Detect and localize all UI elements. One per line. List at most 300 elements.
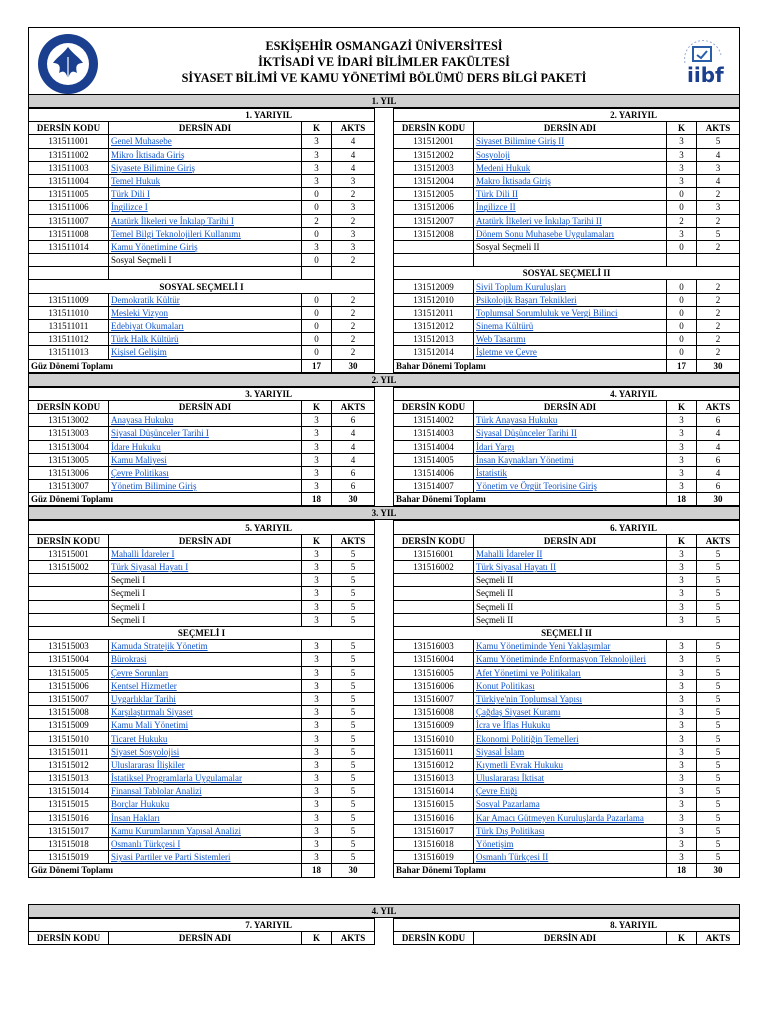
course-credit: 3 (666, 574, 696, 587)
course-link[interactable]: Medeni Hukuk (475, 162, 531, 173)
column-header-code: DERSİN KODU (393, 122, 473, 135)
column-header-akts: AKTS (696, 931, 739, 944)
course-link[interactable]: İnsan Kaynakları Yönetimi (475, 454, 574, 465)
course-row (393, 758, 739, 771)
course-link[interactable]: İcra ve İflas Hukuku (475, 720, 551, 731)
course-akts: 3 (332, 201, 375, 214)
total-label: Bahar Dönemi Toplamı (393, 864, 666, 877)
course-link[interactable]: Atatürk İlkeleri ve İnkılap Tarihi I (111, 215, 234, 226)
course-code: 131514007 (393, 480, 473, 493)
course-akts: 4 (332, 440, 375, 453)
course-name[interactable] (473, 851, 666, 864)
course-row (393, 600, 739, 613)
course-link[interactable]: Türk Dili II (475, 189, 518, 200)
course-code: 131512008 (393, 227, 473, 240)
semester-table (393, 108, 740, 373)
course-credit: 3 (302, 600, 332, 613)
course-link[interactable]: Kamu Yönetimine Giriş (111, 241, 198, 252)
course-name[interactable] (473, 174, 666, 187)
course-akts: 4 (332, 161, 375, 174)
course-credit: 3 (302, 824, 332, 837)
course-code: 131515006 (29, 679, 109, 692)
course-akts: 5 (696, 640, 739, 653)
course-code: 131516016 (393, 811, 473, 824)
course-name[interactable] (109, 719, 302, 732)
course-name[interactable] (109, 306, 302, 319)
course-credit: 3 (302, 587, 332, 600)
course-akts: 2 (332, 188, 375, 201)
course-akts: 5 (332, 547, 375, 560)
course-row (29, 837, 375, 850)
course-link[interactable]: Kamu Yönetiminde Enformasyon Teknolojileri (475, 654, 647, 665)
course-name[interactable] (473, 837, 666, 850)
course-link[interactable]: Siyasal İslam (475, 746, 525, 757)
course-row (29, 148, 375, 161)
course-credit: 3 (666, 851, 696, 864)
course-name[interactable] (109, 547, 302, 560)
course-name: Seçmeli I (109, 587, 302, 600)
course-name[interactable] (109, 135, 302, 148)
faculty-logo (675, 33, 729, 89)
course-code: 131512001 (393, 135, 473, 148)
course-akts: 2 (696, 188, 739, 201)
course-code: 131515004 (29, 653, 109, 666)
total-label: Güz Dönemi Toplamı (29, 493, 302, 506)
course-akts: 5 (332, 587, 375, 600)
course-credit: 3 (666, 561, 696, 574)
course-link[interactable]: İdari Yargı (475, 441, 515, 452)
course-akts: 2 (332, 214, 375, 227)
course-credit: 0 (666, 320, 696, 333)
column-header-akts: AKTS (332, 931, 375, 944)
course-name[interactable] (109, 692, 302, 705)
course-link[interactable]: Konut Politikası (475, 680, 535, 691)
semester-total-row (393, 359, 739, 372)
column-header-akts: AKTS (696, 400, 739, 413)
course-link[interactable]: Psikolojik Başarı Teknikleri (475, 294, 577, 305)
course-name[interactable] (473, 653, 666, 666)
course-credit: 3 (666, 666, 696, 679)
course-link[interactable]: Siyasal Düşünceler Tarihi II (475, 428, 577, 439)
course-name[interactable] (109, 561, 302, 574)
course-name[interactable] (109, 240, 302, 253)
course-link[interactable]: Edebiyat Okumaları (111, 321, 184, 332)
course-name[interactable] (109, 148, 302, 161)
course-link[interactable]: İşletme ve Çevre (475, 347, 537, 358)
course-credit: 3 (302, 414, 332, 427)
course-name[interactable] (109, 440, 302, 453)
course-code: 131516003 (393, 640, 473, 653)
course-link[interactable]: Bürokrasi (111, 654, 147, 665)
course-name[interactable] (473, 161, 666, 174)
course-link[interactable]: Çevre Politikası (111, 467, 169, 478)
course-name[interactable] (473, 293, 666, 306)
course-row (29, 785, 375, 798)
course-name[interactable] (473, 692, 666, 705)
course-credit: 3 (666, 613, 696, 626)
course-name[interactable] (473, 811, 666, 824)
course-name[interactable] (109, 201, 302, 214)
course-name[interactable] (109, 837, 302, 850)
course-code (393, 574, 473, 587)
course-link[interactable]: Mikro İktisada Giriş (111, 149, 185, 160)
total-label: Güz Dönemi Toplamı (29, 864, 302, 877)
course-link[interactable]: Kar Amacı Gütmeyen Kuruluşlarda Pazarlama (475, 812, 644, 823)
course-name[interactable] (109, 466, 302, 479)
course-name[interactable] (109, 653, 302, 666)
course-row (29, 613, 375, 626)
course-akts: 5 (696, 851, 739, 864)
course-link[interactable]: Kentsel Hizmetler (111, 680, 177, 691)
course-link[interactable]: Kıymetli Evrak Hukuku (475, 759, 563, 770)
course-name[interactable] (109, 188, 302, 201)
course-name[interactable] (473, 320, 666, 333)
course-akts: 5 (332, 785, 375, 798)
course-link[interactable]: Kamu Maliyesi (111, 454, 167, 465)
course-name[interactable] (473, 824, 666, 837)
elective-title-row (393, 626, 739, 639)
course-name[interactable] (473, 732, 666, 745)
course-link[interactable]: Kamu Yönetiminde Yeni Yaklaşımlar (475, 641, 611, 652)
course-name[interactable] (473, 227, 666, 240)
course-name[interactable] (473, 547, 666, 560)
course-link[interactable]: Karşılaştırmalı Siyaset (111, 707, 193, 718)
column-header-k: K (666, 400, 696, 413)
year-columns (28, 520, 740, 877)
course-link[interactable]: Afet Yönetimi ve Politikaları (475, 667, 581, 678)
course-name[interactable] (473, 640, 666, 653)
course-link[interactable]: Osmanlı Türkçesi II (475, 852, 549, 863)
course-name[interactable] (109, 745, 302, 758)
course-name[interactable] (109, 414, 302, 427)
course-row (29, 745, 375, 758)
course-link[interactable]: Atatürk İlkeleri ve İnkılap Tarihi II (475, 215, 602, 226)
course-link[interactable]: Mesleki Vizyon (111, 307, 169, 318)
course-link[interactable]: Siyaset Bilimine Giriş II (475, 136, 565, 147)
course-name[interactable] (109, 320, 302, 333)
course-link[interactable]: İngilizce I (111, 202, 148, 213)
course-link[interactable]: Finansal Tablolar Analizi (111, 786, 202, 797)
course-name[interactable] (109, 214, 302, 227)
course-name[interactable] (473, 758, 666, 771)
course-link[interactable]: Çevre Etiği (475, 786, 518, 797)
semester-title: 2. YARIYIL (393, 109, 739, 122)
semester-table (28, 520, 375, 877)
total-akts: 30 (696, 493, 739, 506)
course-code: 131513007 (29, 480, 109, 493)
course-link[interactable]: İngilizce II (475, 202, 516, 213)
course-name[interactable] (473, 414, 666, 427)
course-akts: 6 (696, 480, 739, 493)
course-credit: 0 (302, 320, 332, 333)
course-row (29, 772, 375, 785)
course-credit: 3 (666, 758, 696, 771)
column-header-code: DERSİN KODU (393, 400, 473, 413)
document-page (28, 27, 740, 945)
course-akts: 2 (696, 346, 739, 359)
course-link[interactable]: Toplumsal Sorumluluk ve Vergi Bilinci (475, 307, 618, 318)
course-akts: 5 (696, 798, 739, 811)
course-code: 131511013 (29, 346, 109, 359)
course-link[interactable]: Türk Dış Politikası (475, 825, 545, 836)
course-code: 131515009 (29, 719, 109, 732)
course-credit: 3 (302, 666, 332, 679)
course-code: 131513005 (29, 453, 109, 466)
course-credit: 3 (666, 640, 696, 653)
total-credit: 18 (666, 493, 696, 506)
course-name[interactable] (473, 333, 666, 346)
course-row (29, 320, 375, 333)
course-akts: 4 (696, 148, 739, 161)
course-akts: 5 (696, 837, 739, 850)
column-header-k: K (666, 931, 696, 944)
course-akts: 3 (332, 227, 375, 240)
course-name[interactable] (473, 280, 666, 293)
course-akts: 5 (332, 653, 375, 666)
course-name[interactable] (473, 798, 666, 811)
semester-total-row (29, 359, 375, 372)
course-credit: 3 (666, 227, 696, 240)
course-row (393, 188, 739, 201)
course-name[interactable] (109, 640, 302, 653)
course-name[interactable] (109, 785, 302, 798)
semester-table (28, 918, 375, 945)
course-row (29, 851, 375, 864)
course-link[interactable]: Makro İktisada Giriş (475, 176, 551, 187)
total-akts: 30 (332, 493, 375, 506)
course-code: 131516009 (393, 719, 473, 732)
course-link[interactable]: Genel Muhasebe (111, 136, 172, 147)
course-name[interactable] (473, 745, 666, 758)
course-credit: 3 (302, 480, 332, 493)
course-link[interactable]: Demokratik Kültür (111, 294, 180, 305)
course-link[interactable]: Türk Halk Kültürü (111, 334, 179, 345)
course-code: 131516019 (393, 851, 473, 864)
course-link[interactable]: Temel Bilgi Teknolojileri Kullanımı (111, 228, 241, 239)
course-link[interactable]: Siyasal Düşünceler Tarihi I (111, 428, 209, 439)
course-name: Sosyal Seçmeli I (109, 254, 302, 267)
course-credit: 3 (302, 758, 332, 771)
course-name[interactable] (473, 188, 666, 201)
course-name[interactable] (109, 161, 302, 174)
course-row (29, 174, 375, 187)
course-name[interactable] (109, 798, 302, 811)
course-code: 131512004 (393, 174, 473, 187)
course-name[interactable] (109, 706, 302, 719)
column-header-k: K (666, 534, 696, 547)
course-name[interactable] (109, 758, 302, 771)
course-link[interactable]: Sosyal Pazarlama (475, 799, 540, 810)
course-name[interactable] (473, 214, 666, 227)
course-name[interactable] (109, 453, 302, 466)
course-name[interactable] (109, 333, 302, 346)
course-akts: 5 (696, 574, 739, 587)
course-name[interactable] (109, 824, 302, 837)
course-code: 131515019 (29, 851, 109, 864)
course-akts: 5 (696, 811, 739, 824)
total-credit: 17 (666, 359, 696, 372)
course-link[interactable]: Anayasa Hukuku (111, 415, 174, 426)
course-link[interactable]: Siyasi Partiler ve Parti Sistemleri (111, 852, 231, 863)
course-akts: 5 (696, 785, 739, 798)
course-link[interactable]: Sinema Kültürü (475, 321, 534, 332)
course-name[interactable] (109, 293, 302, 306)
course-name[interactable] (109, 174, 302, 187)
course-credit: 3 (666, 547, 696, 560)
course-link[interactable]: Türk Siyasal Hayatı I (111, 562, 189, 573)
semester-title: 5. YARIYIL (29, 521, 375, 534)
course-name[interactable] (473, 453, 666, 466)
year-columns (28, 918, 740, 945)
course-link[interactable]: Uluslararası İlişkiler (111, 759, 185, 770)
course-name[interactable] (109, 732, 302, 745)
course-name[interactable] (109, 851, 302, 864)
course-name[interactable] (473, 480, 666, 493)
course-akts: 5 (696, 758, 739, 771)
course-code (29, 587, 109, 600)
course-row (393, 135, 739, 148)
course-code: 131516006 (393, 679, 473, 692)
course-name[interactable] (473, 666, 666, 679)
course-name[interactable] (473, 440, 666, 453)
course-link[interactable]: Çevre Sorunları (111, 667, 169, 678)
course-code: 131514003 (393, 427, 473, 440)
course-link[interactable]: Sosyoloji (475, 149, 510, 160)
course-name[interactable] (473, 135, 666, 148)
course-code: 131511008 (29, 227, 109, 240)
course-link[interactable]: İdare Hukuku (111, 441, 161, 452)
course-name[interactable] (473, 148, 666, 161)
curriculum-body (28, 94, 740, 945)
course-link[interactable]: Temel Hukuk (111, 176, 161, 187)
course-code: 131512012 (393, 320, 473, 333)
course-name[interactable] (473, 785, 666, 798)
course-code: 131511010 (29, 306, 109, 319)
course-row (29, 306, 375, 319)
course-link[interactable]: Yönetim ve Örgüt Teorisine Giriş (475, 481, 597, 492)
course-name[interactable] (473, 679, 666, 692)
course-link[interactable]: Mahalli İdareler II (475, 548, 543, 559)
course-link[interactable]: Kamuda Stratejik Yönetim (111, 641, 208, 652)
course-name[interactable] (473, 772, 666, 785)
course-credit: 3 (666, 837, 696, 850)
course-name[interactable] (109, 227, 302, 240)
course-akts: 6 (696, 453, 739, 466)
course-link[interactable]: Kamu Mali Yönetimi (111, 720, 189, 731)
course-credit: 3 (302, 561, 332, 574)
course-link[interactable]: Osmanlı Türkçesi I (111, 839, 181, 850)
course-name[interactable] (473, 306, 666, 319)
course-name[interactable] (473, 466, 666, 479)
course-link[interactable]: Türk Siyasal Hayatı II (475, 562, 557, 573)
course-row (29, 161, 375, 174)
course-link[interactable]: Web Tasarımı (475, 334, 526, 345)
course-link[interactable]: Dönem Sonu Muhasebe Uygulamaları (475, 228, 615, 239)
course-code: 131511005 (29, 188, 109, 201)
course-name[interactable] (473, 561, 666, 574)
course-code: 131516015 (393, 798, 473, 811)
course-name[interactable] (473, 427, 666, 440)
course-link[interactable]: Kamu Kurumlarının Yapısal Analizi (111, 825, 241, 836)
elective-title: SOSYAL SEÇMELİ II (393, 267, 739, 280)
course-credit: 3 (302, 851, 332, 864)
course-name[interactable] (473, 201, 666, 214)
course-link[interactable]: Uygarlıklar Tarihi (111, 693, 176, 704)
course-row (29, 440, 375, 453)
course-name[interactable] (109, 427, 302, 440)
column-header-row (29, 534, 375, 547)
course-credit: 3 (302, 453, 332, 466)
course-code: 131516001 (393, 547, 473, 560)
course-link[interactable]: İnsan Hakları (111, 812, 160, 823)
course-link[interactable]: Siyasete Bilimine Giriş (111, 162, 195, 173)
course-link[interactable]: Mahalli İdareler I (111, 548, 175, 559)
course-link[interactable]: Uluslararası İktisat (475, 773, 545, 784)
course-row (393, 480, 739, 493)
course-link[interactable]: Sivil Toplum Kuruluşları (475, 281, 567, 292)
semester-title-row (29, 521, 375, 534)
course-link[interactable]: Kişisel Gelişim (111, 347, 167, 358)
course-row (393, 201, 739, 214)
course-credit: 3 (302, 440, 332, 453)
column-header-code: DERSİN KODU (29, 400, 109, 413)
course-link[interactable]: İstatistik (475, 467, 507, 478)
course-row (29, 427, 375, 440)
course-akts: 5 (332, 719, 375, 732)
course-name[interactable] (473, 719, 666, 732)
course-link[interactable]: İstatiksel Programlarla Uygulamalar (111, 773, 242, 784)
course-credit: 0 (666, 293, 696, 306)
course-name[interactable] (473, 346, 666, 359)
course-link[interactable]: Yönetim Bilimine Giriş (111, 481, 197, 492)
course-name[interactable] (473, 706, 666, 719)
course-name[interactable] (109, 346, 302, 359)
course-name: Seçmeli I (109, 613, 302, 626)
course-name[interactable] (109, 480, 302, 493)
course-akts: 4 (696, 440, 739, 453)
total-akts: 30 (696, 359, 739, 372)
course-name[interactable] (109, 666, 302, 679)
year-bar: 1. YIL (28, 94, 740, 108)
course-link[interactable]: Borçlar Hukuku (111, 799, 170, 810)
course-akts: 5 (332, 837, 375, 850)
course-akts: 2 (696, 280, 739, 293)
course-credit: 3 (666, 440, 696, 453)
course-name[interactable] (109, 679, 302, 692)
course-link[interactable]: Türk Anayasa Hukuku (475, 415, 558, 426)
course-name[interactable] (109, 772, 302, 785)
course-link[interactable]: Yönetişim (475, 839, 514, 850)
course-link[interactable]: Siyaset Sosyolojisi (111, 746, 180, 757)
course-akts: 4 (332, 148, 375, 161)
course-credit: 0 (666, 240, 696, 253)
course-credit: 0 (302, 306, 332, 319)
course-credit: 0 (302, 254, 332, 267)
course-name[interactable] (109, 811, 302, 824)
course-link[interactable]: Türkiye'nin Toplumsal Yapısı (475, 693, 583, 704)
course-credit: 0 (666, 333, 696, 346)
course-link[interactable]: Çağdaş Siyaset Kuramı (475, 707, 561, 718)
course-akts: 2 (696, 240, 739, 253)
year-columns (28, 108, 740, 373)
course-code: 131514005 (393, 453, 473, 466)
course-link[interactable]: Ekonomi Politiğin Temelleri (475, 733, 579, 744)
course-link[interactable]: Türk Dili I (111, 189, 150, 200)
course-link[interactable]: Ticaret Hukuku (111, 733, 168, 744)
course-code: 131512014 (393, 346, 473, 359)
course-credit: 0 (302, 188, 332, 201)
course-credit: 2 (666, 214, 696, 227)
